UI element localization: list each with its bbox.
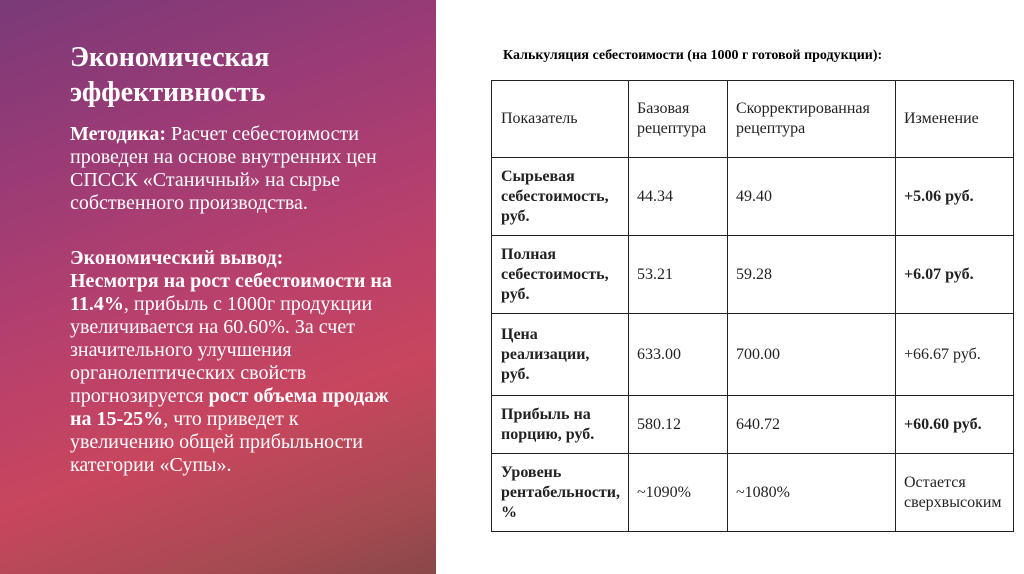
slide-title: Экономическая эффективность (70, 42, 270, 108)
row-adjusted: 59.28 (728, 236, 896, 314)
conclusion-text-1: , прибыль с 1000г продукции увеличивается на 60.60%. За счет значительного улучшения органолептических свойств прогнозируется (70, 293, 373, 407)
row-label: Сырьевая себестоимость, руб. (492, 158, 629, 236)
row-adjusted: 700.00 (728, 314, 896, 396)
table-row (492, 396, 1014, 454)
row-change: Остается сверхвысоким (896, 454, 1014, 532)
left-panel (0, 0, 436, 574)
table-caption: Калькуляция себестоимости (на 1000 г готовой продукции): (503, 48, 883, 63)
header-adjusted: Скорректированная рецептура (728, 81, 896, 158)
row-adjusted: ~1080% (728, 454, 896, 532)
row-label: Цена реализации, руб. (492, 314, 629, 396)
row-base: ~1090% (629, 454, 728, 532)
conclusion-highlight-sales: рост объема продаж на 15-25% (70, 385, 389, 430)
method-label: Методика: (70, 123, 166, 145)
conclusion-highlight-cost: Несмотря на рост себестоимости на 11.4% (70, 270, 392, 315)
row-base: 580.12 (629, 396, 728, 454)
table-row (492, 158, 1014, 236)
row-base: 53.21 (629, 236, 728, 314)
row-label: Прибыль на порцию, руб. (492, 396, 629, 454)
row-base: 44.34 (629, 158, 728, 236)
row-adjusted: 640.72 (728, 396, 896, 454)
header-change: Изменение (896, 81, 1014, 158)
cost-table (491, 80, 1014, 532)
row-label: Полная себестоимость, руб. (492, 236, 629, 314)
method-paragraph (70, 123, 400, 215)
table-row (492, 454, 1014, 532)
conclusion-label: Экономический вывод: (70, 247, 284, 269)
table-row (492, 314, 1014, 396)
method-text: Расчет себестоимости проведен на основе внутренних цен СПССК «Станичный» на сырье собственного производства. (70, 123, 377, 214)
header-base: Базовая рецептура (629, 81, 728, 158)
row-change: +6.07 руб. (896, 236, 1014, 314)
table-header-row (492, 81, 1014, 158)
header-indicator: Показатель (492, 81, 629, 158)
row-base: 633.00 (629, 314, 728, 396)
conclusion-text-2: , что приведет к увеличению общей прибыльности категории «Супы». (70, 408, 363, 476)
conclusion-paragraph (70, 247, 400, 477)
table-row (492, 236, 1014, 314)
row-change: +66.67 руб. (896, 314, 1014, 396)
row-change: +5.06 руб. (896, 158, 1014, 236)
row-label: Уровень рентабельности, % (492, 454, 629, 532)
row-adjusted: 49.40 (728, 158, 896, 236)
row-change: +60.60 руб. (896, 396, 1014, 454)
